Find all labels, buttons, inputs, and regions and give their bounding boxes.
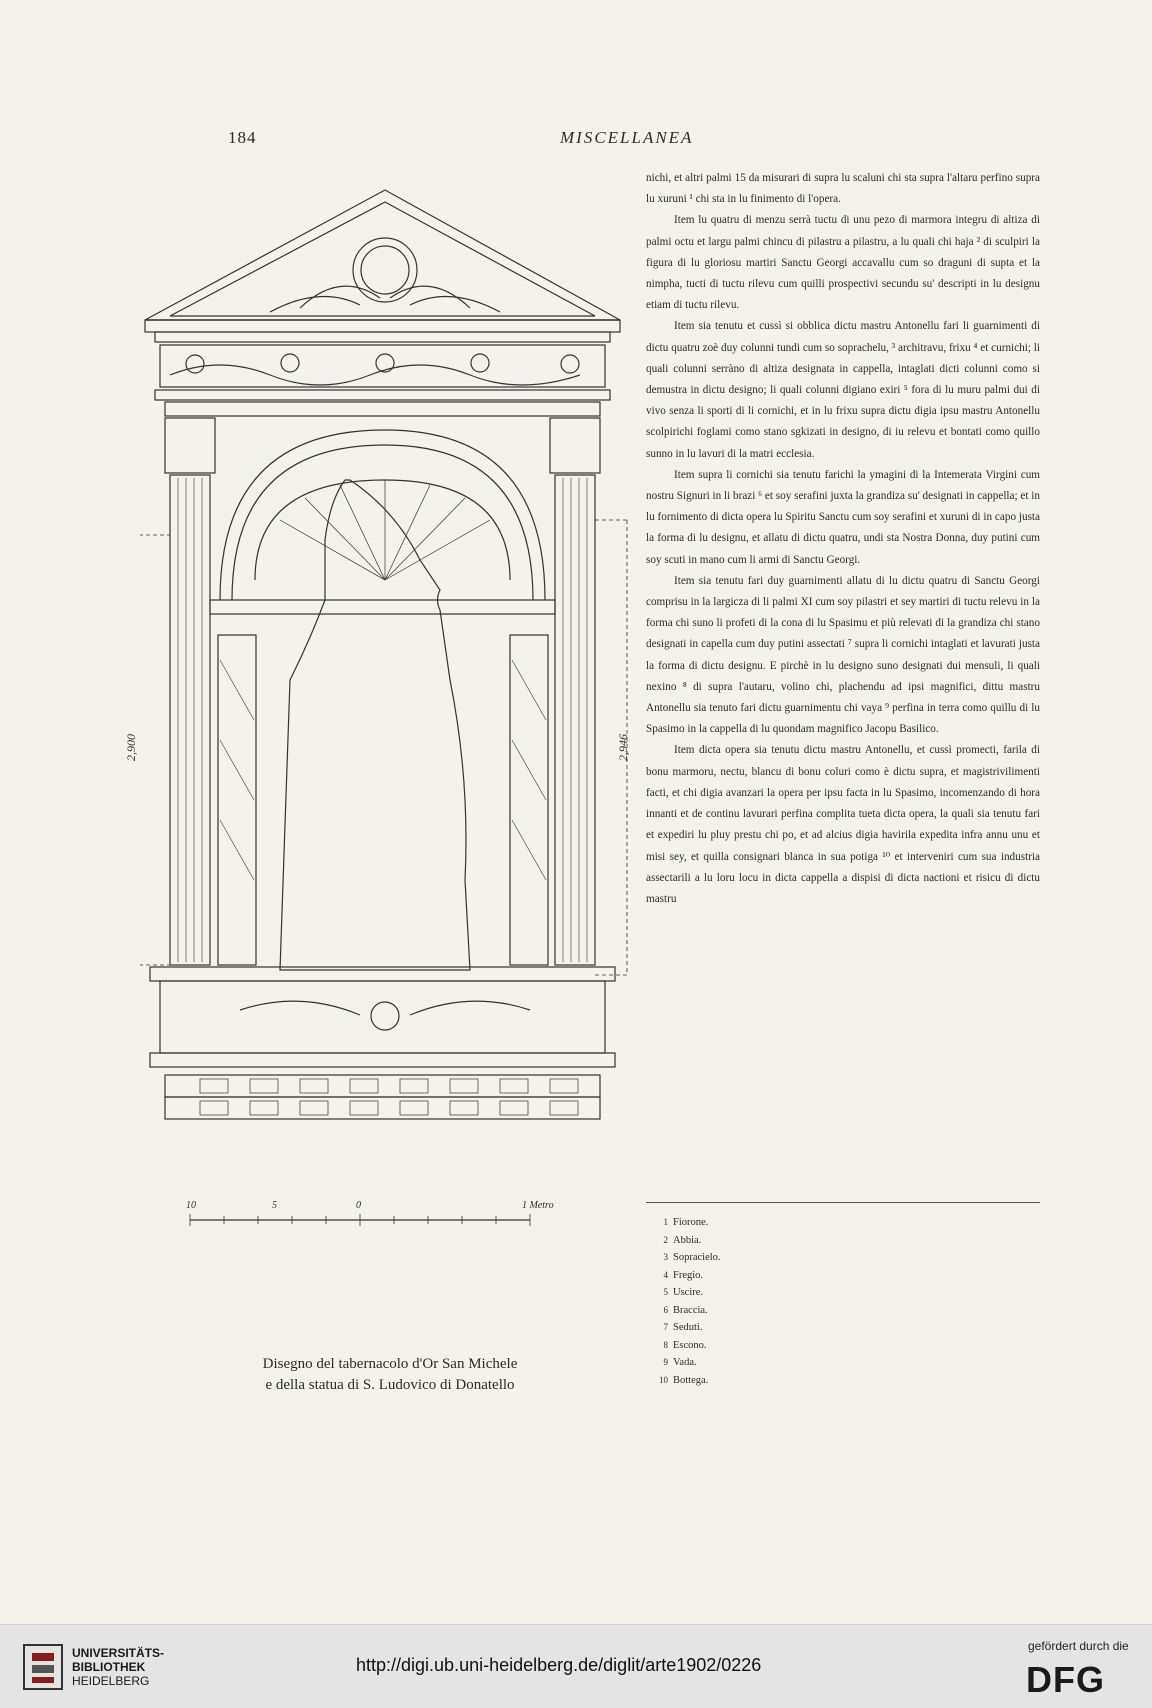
- scale-label-10: 10: [186, 1200, 196, 1211]
- scale-label-0: 0: [356, 1200, 361, 1211]
- pediment-roundel: [353, 238, 417, 302]
- digital-object-link[interactable]: http://digi.ub.uni-heidelberg.de/diglit/arte1902/0226: [356, 1655, 762, 1675]
- funder-caption: gefördert durch die: [1028, 1639, 1129, 1653]
- footnote: 10 Bottega.: [659, 1374, 709, 1386]
- footnotes: [646, 1214, 846, 1389]
- paragraph: Item lu quatru di menzu serrà tuctu di unu pezo di marmora integru di altiza di palmi octu et largu palmi chincu di pilastru a pilastru, a lu quali chi haja ² di sculpiri la figura di lu gloriosu martiri Sanctu Georgi accavallu cum so draguni di supta et la nimpha, tucti di tuctu rilevu cum quilli prospectivi secundu su' descripti in lu designu etiam di tuctu rilevu.: [646, 214, 1040, 312]
- base-cornice: [150, 967, 615, 981]
- caption-line-1: Disegno del tabernacolo d'Or San Michele: [262, 1356, 518, 1372]
- right-capital: [550, 418, 600, 473]
- scale-label-5: 5: [272, 1200, 277, 1211]
- footnote: 5 Uscire.: [663, 1287, 704, 1298]
- footnote: 1 Fiorone.: [663, 1217, 709, 1228]
- footnote: 3 Sopracielo.: [663, 1252, 721, 1263]
- pediment-outline: [145, 190, 620, 320]
- right-column: [555, 475, 595, 965]
- footnote: 7 Seduti.: [663, 1322, 703, 1333]
- scale-label-metro: 1 Metro: [522, 1200, 554, 1211]
- university-seal-icon: [22, 1643, 64, 1691]
- dimension-right-label: 2,946: [616, 734, 630, 761]
- page-header: [0, 128, 1152, 158]
- inner-left-pilaster: [218, 635, 256, 965]
- statue-silhouette: [280, 480, 470, 970]
- shell-niche: [255, 480, 510, 580]
- paragraph: Item supra li cornichi sia tenutu farichi la ymagini di la Intemerata Virgini cum nostru Signuri in li brazi ⁶ et soy serafini juxta la grandiza su' designati in cappella; et in lu fornimento di dicta opera lu Spiritu Sanctu cum soy serafini et xuruni di in capo justa la forma di lu designu, et allatu di dictu quatru, undi sta Nostra Donna, duy putini cum soy scuti in mano cum li armi di Sanctu Georgi.: [646, 468, 1040, 566]
- dfg-logo: DFG: [1026, 1659, 1105, 1700]
- footnote: 8 Escono.: [663, 1339, 707, 1351]
- footnote: 4 Fregio.: [663, 1269, 704, 1281]
- frieze-band: [160, 345, 605, 387]
- page-number: 184: [228, 128, 257, 147]
- paragraph: Item dicta opera sia tenutu dictu mastru Antonellu, et cussì promecti, farila di bonu marmoru, nectu, blancu di bonu coluri como è dictu supra, et magistrivilimenti facti, et chi digia avanzari la opera per ipsu facta in lu Spasimo, incomenzando di hora innanti et de continu lavurari perfina complita tueta dicta opera, la quali sia tenutu fari et expediri lu pluy prestu chi po, et ad alcius digia havirila expedita infra annu unu et misi sey, et quilla consignari blanca in sua potiga ¹⁰ et interveniri cum sua industria assectarili a lu loru locu in dicta cappella a dispisi di dicta nactioni et risicu di dictu mastru: [646, 744, 1040, 905]
- figure-caption: [200, 1354, 580, 1396]
- footer-bar: [0, 1624, 1152, 1708]
- base-frieze: [160, 981, 605, 1053]
- paragraph: nichi, et altri palmi 15 da misurari di supra lu scaluni chi sta supra l'altaru perfino supra lu xuruni ¹ chi sta in lu finimento di l'opera.: [646, 172, 1040, 206]
- caption-line-2: e della statua di S. Ludovico di Donatello: [265, 1377, 515, 1393]
- inner-right-pilaster: [510, 635, 548, 965]
- tabernacle-illustration: [140, 180, 640, 1280]
- institution-name: UNIVERSITÄTS- BIBLIOTHEK HEIDELBERG: [72, 1646, 165, 1688]
- left-column: [170, 475, 210, 965]
- footnote-rule: [646, 1202, 1040, 1203]
- body-text: [646, 168, 1040, 910]
- footnote: 6 Braccia.: [663, 1304, 708, 1316]
- left-capital: [165, 418, 215, 473]
- running-title: MISCELLANEA: [560, 128, 694, 147]
- footnote: 9 Vada.: [663, 1357, 697, 1368]
- paragraph: Item sia tenutu fari duy guarnimenti allatu di lu dictu quatru di Sanctu Georgi comprisu in la largicza di li palmi XI cum soy pilastri et sey martiri di tuctu relevu in la forma chi suno li profeti di la cona di lu Spasimu et più relevati di la grandiza chi stano designati in capella cum duy putini assectati ⁷ supra li cornichi intaglati et lavurati justa la forma di dictu designu. E pirchè in lu designo suno designati dui mensuli, li quali nexino ⁸ di supra l'autaru, volino chi, plachendu ad ipsi magnifici, dittu mastru Antonellu sia tenuto fari dictu guarnimentu chi vaya ⁹ perfina in terra como quillu di lu Spasimo in la cappella di lu quondam magnifico Jacopu Basilico.: [646, 574, 1040, 736]
- paragraph: Item sia tenutu et cussì si obblica dictu mastru Antonellu fari li guarnimenti di dictu quatru zoè duy colunni tundi cum so soprachelu, ³ architravu, frixu ⁴ et curnichi; li quali colunni serràno di altiza designata in cappella, intaglati dicti colunni como si demustra in dictu designo; li quali colunni digiano exiri ⁵ fora di lu muru palmi dui di vivo senza li sporti di li cornichi, et in lu frixu supra dictu digia ipsu mastru Antonellu scolpirichi foglami como stano sgkizati in designo, di iu relevu et bontati como quillo sunno in lu lavuri di la matri ecclesia.: [646, 320, 1040, 460]
- dimension-left-label: 2,900: [124, 734, 138, 761]
- tabernacle-drawing: [124, 180, 640, 1280]
- footnote: 2 Abbia.: [663, 1234, 702, 1246]
